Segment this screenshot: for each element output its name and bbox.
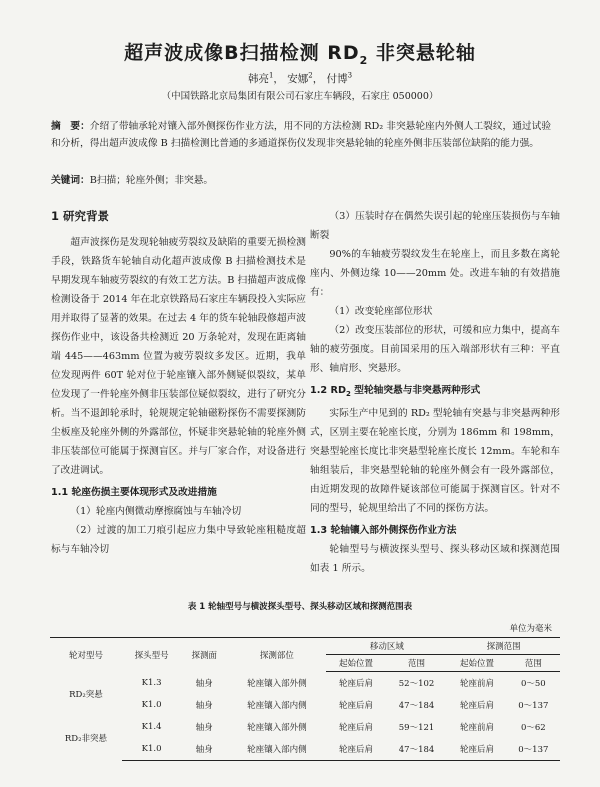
section-1-2-heading [310, 381, 560, 404]
table-cell: 0～50 [520, 679, 546, 689]
table-cell: 轮座后肩 [460, 701, 495, 711]
table-cell: 轮座镶入部外侧 [247, 678, 307, 689]
table-cell: 轴身 [181, 738, 227, 761]
table-cell: K1.0 [122, 738, 181, 761]
body-paragraph: 轮轴型号与横波探头型号、探头移动区域和探测范围如表 1 所示。 [310, 543, 560, 574]
table-cell: 轮座前肩 [460, 679, 495, 689]
body-paragraph: 90%的车轴疲劳裂纹发生在轮座上，而且多数在离轮座内、外侧边缘 10——20mm 处。改进车轴的有效措施有： [310, 249, 560, 298]
header-move-scope: 范围 [386, 655, 448, 672]
table-cell: K1.0 [141, 700, 162, 710]
header-detect-range: 探测范围 [447, 638, 560, 655]
list-item: （3）压装时存在偶然失误引起的轮座压装损伤与车轴断裂 [310, 211, 560, 241]
table-cell: 47～184 [398, 701, 435, 711]
table-cell: K1.4 [141, 722, 162, 732]
table-cell: 轮座后肩 [339, 701, 374, 711]
table-cell: 0～62 [520, 723, 546, 733]
table-cell: 轮座后肩 [339, 723, 374, 733]
header-surface: 探测面 [181, 638, 227, 672]
author-1-mark: 1 [268, 71, 274, 80]
table-caption: 表 1 轮轴型号与横波探头型号、探头移动区域和探测范围表 [187, 602, 413, 612]
title-subscript: 2 [359, 53, 369, 67]
table-row [50, 738, 560, 761]
table-cell: 轮座后肩 [447, 738, 506, 761]
header-move-start: 起始位置 [326, 655, 385, 672]
keywords [51, 172, 551, 186]
axle-type-cell: RD₂突悬 [69, 689, 103, 700]
right-column [310, 207, 560, 578]
header-part: 探测部位 [227, 638, 326, 672]
table-cell: 59～121 [398, 723, 435, 733]
section-1-3-heading: 1.3 轮轴镶入部外侧探伤作业方法 [310, 524, 457, 536]
table-cell: 轮座后肩 [326, 738, 385, 761]
author-2: 安娜 [287, 73, 309, 85]
author-3: 付博 [326, 73, 348, 85]
table-cell: 轮座前肩 [460, 723, 495, 733]
list-item: （2）改变压装部位的形状，可缓和应力集中，提高车轴的疲劳强度。目前国采用的压入端部形状有三种：平直形、轴肩形、突悬形。 [310, 325, 560, 374]
table-row [50, 694, 560, 716]
list-item: （1）改变轮座部位形状 [329, 306, 433, 317]
author-2-mark: 2 [308, 71, 313, 80]
table-cell: 轮座后肩 [339, 679, 374, 689]
table-cell: 轴身 [195, 723, 213, 733]
list-item: （1）轮座内侧微动摩擦腐蚀与车轴冷切 [70, 506, 242, 517]
table-cell: 52～102 [398, 679, 435, 689]
header-move-area: 移动区域 [326, 638, 447, 655]
probe-table [50, 637, 560, 761]
axle-type-cell: RD₂非突悬 [64, 734, 108, 745]
keywords-text: B扫描；轮座外侧；非突悬。 [89, 175, 214, 186]
body-paragraph: 实际生产中见到的 RD₂ 型轮轴有突悬与非突悬两种形式，区别主要在轮座长度，分别为 186mm 和 198mm，突悬型轮座长度比非突悬型轮座长度长 12mm。车轮和车轴组装后，非突悬型轮轴的轮座外侧会有一段外露部位，由近期发现的故障件疑该部位可能属于探测盲区。针对不同的型号，轮规里给出了不同的探伤方法。 [310, 407, 560, 514]
section-1-2-subscript: 2 [346, 389, 351, 398]
section-1-2-tail: 型轮轴突悬与非突悬两种形式 [350, 385, 481, 396]
author-line: 韩亮$^1$， 安娜$^2$， 付博$^3$ [247, 71, 353, 85]
list-item: （2）过渡的加工刀痕引起应力集中导致轮座粗糙度超标与车轴冷切 [51, 525, 306, 555]
title-main: 超声波成像B扫描检测 RD [124, 42, 360, 64]
section-1-heading: 1 研究背景 [51, 209, 110, 223]
table-cell: 47～184 [386, 738, 448, 761]
keywords-label: 关键词： [51, 175, 90, 186]
abstract-label: 摘 要： [51, 121, 90, 132]
table-row [50, 672, 560, 695]
abstract [51, 118, 551, 152]
section-1-1-heading: 1.1 轮座伤损主要体现形式及改进措施 [51, 487, 217, 498]
author-3-mark: 3 [347, 71, 353, 80]
table-cell: 轮座镶入部内侧 [227, 738, 326, 761]
table-cell: 0～137 [507, 738, 560, 761]
table-cell: K1.3 [141, 677, 162, 688]
table-row [50, 716, 560, 738]
header-range-scope: 范围 [507, 655, 560, 672]
header-probe-type: 探头型号 [122, 638, 181, 672]
table-unit: 单位为毫米 [509, 624, 552, 634]
paper-title [0, 38, 600, 67]
title-tail: 非突悬轮轴 [368, 42, 476, 64]
header-axle-type: 轮对型号 [50, 638, 122, 672]
table-cell: 轮座镶入部内侧 [247, 701, 307, 711]
abstract-text: 介绍了带轴承轮对镶入部外侧探伤作业方法，用不同的方法检测 RD₂ 非突悬轮座内外侧人工裂纹，通过试验和分析，得出超声波成像 B 扫描检测比普通的多通道探伤仪发现非突悬轮轴的轮座外侧非压装部位缺陷的能力强。 [51, 121, 552, 149]
body-paragraph: 超声波探伤是发现轮轴疲劳裂纹及缺陷的重要无损检测手段，铁路货车轮轴自动化超声波成像 B 扫描检测技术是早期发现车轴疲劳裂纹的有效工艺方法。B 扫描超声波成像检测设备于 2014 年在北京铁路局石家庄车辆段投入实际应用并取得了显著的效果。在过去 4 年的货车轮轴段修超声波探伤作业中，该设备共检测近 20 万条轮对，发现在距离轴端 445——463mm 位置为疲劳裂纹多发区。近期，我单位发现两件 60T 轮对位于轮座镶入部外侧疑似裂纹，某单位发现了一件轮座外侧非压装部位疑似裂纹，进行了研究分析。当不退卸轮承时，轮规规定轮轴磁粉探伤不需要探测防尘板座及轮座外侧的外露部位，怀疑非突悬轮轴的轮座外侧非压装部位可能属于探测盲区。并与厂家合作，对设备进行了改进调试。 [51, 237, 306, 476]
left-column [51, 207, 306, 559]
header-range-start: 起始位置 [447, 655, 506, 672]
table-cell: 轴身 [195, 701, 213, 711]
table-cell: 0～137 [518, 701, 549, 711]
table-cell: 轴身 [195, 678, 213, 689]
affiliation: （中国铁路北京局集团有限公司石家庄车辆段，石家庄 050000） [161, 91, 439, 102]
author-1: 韩亮 [247, 73, 269, 85]
table-cell: 轮座镶入部外侧 [247, 723, 307, 733]
section-1-2-main: 1.2 RD [310, 385, 347, 396]
